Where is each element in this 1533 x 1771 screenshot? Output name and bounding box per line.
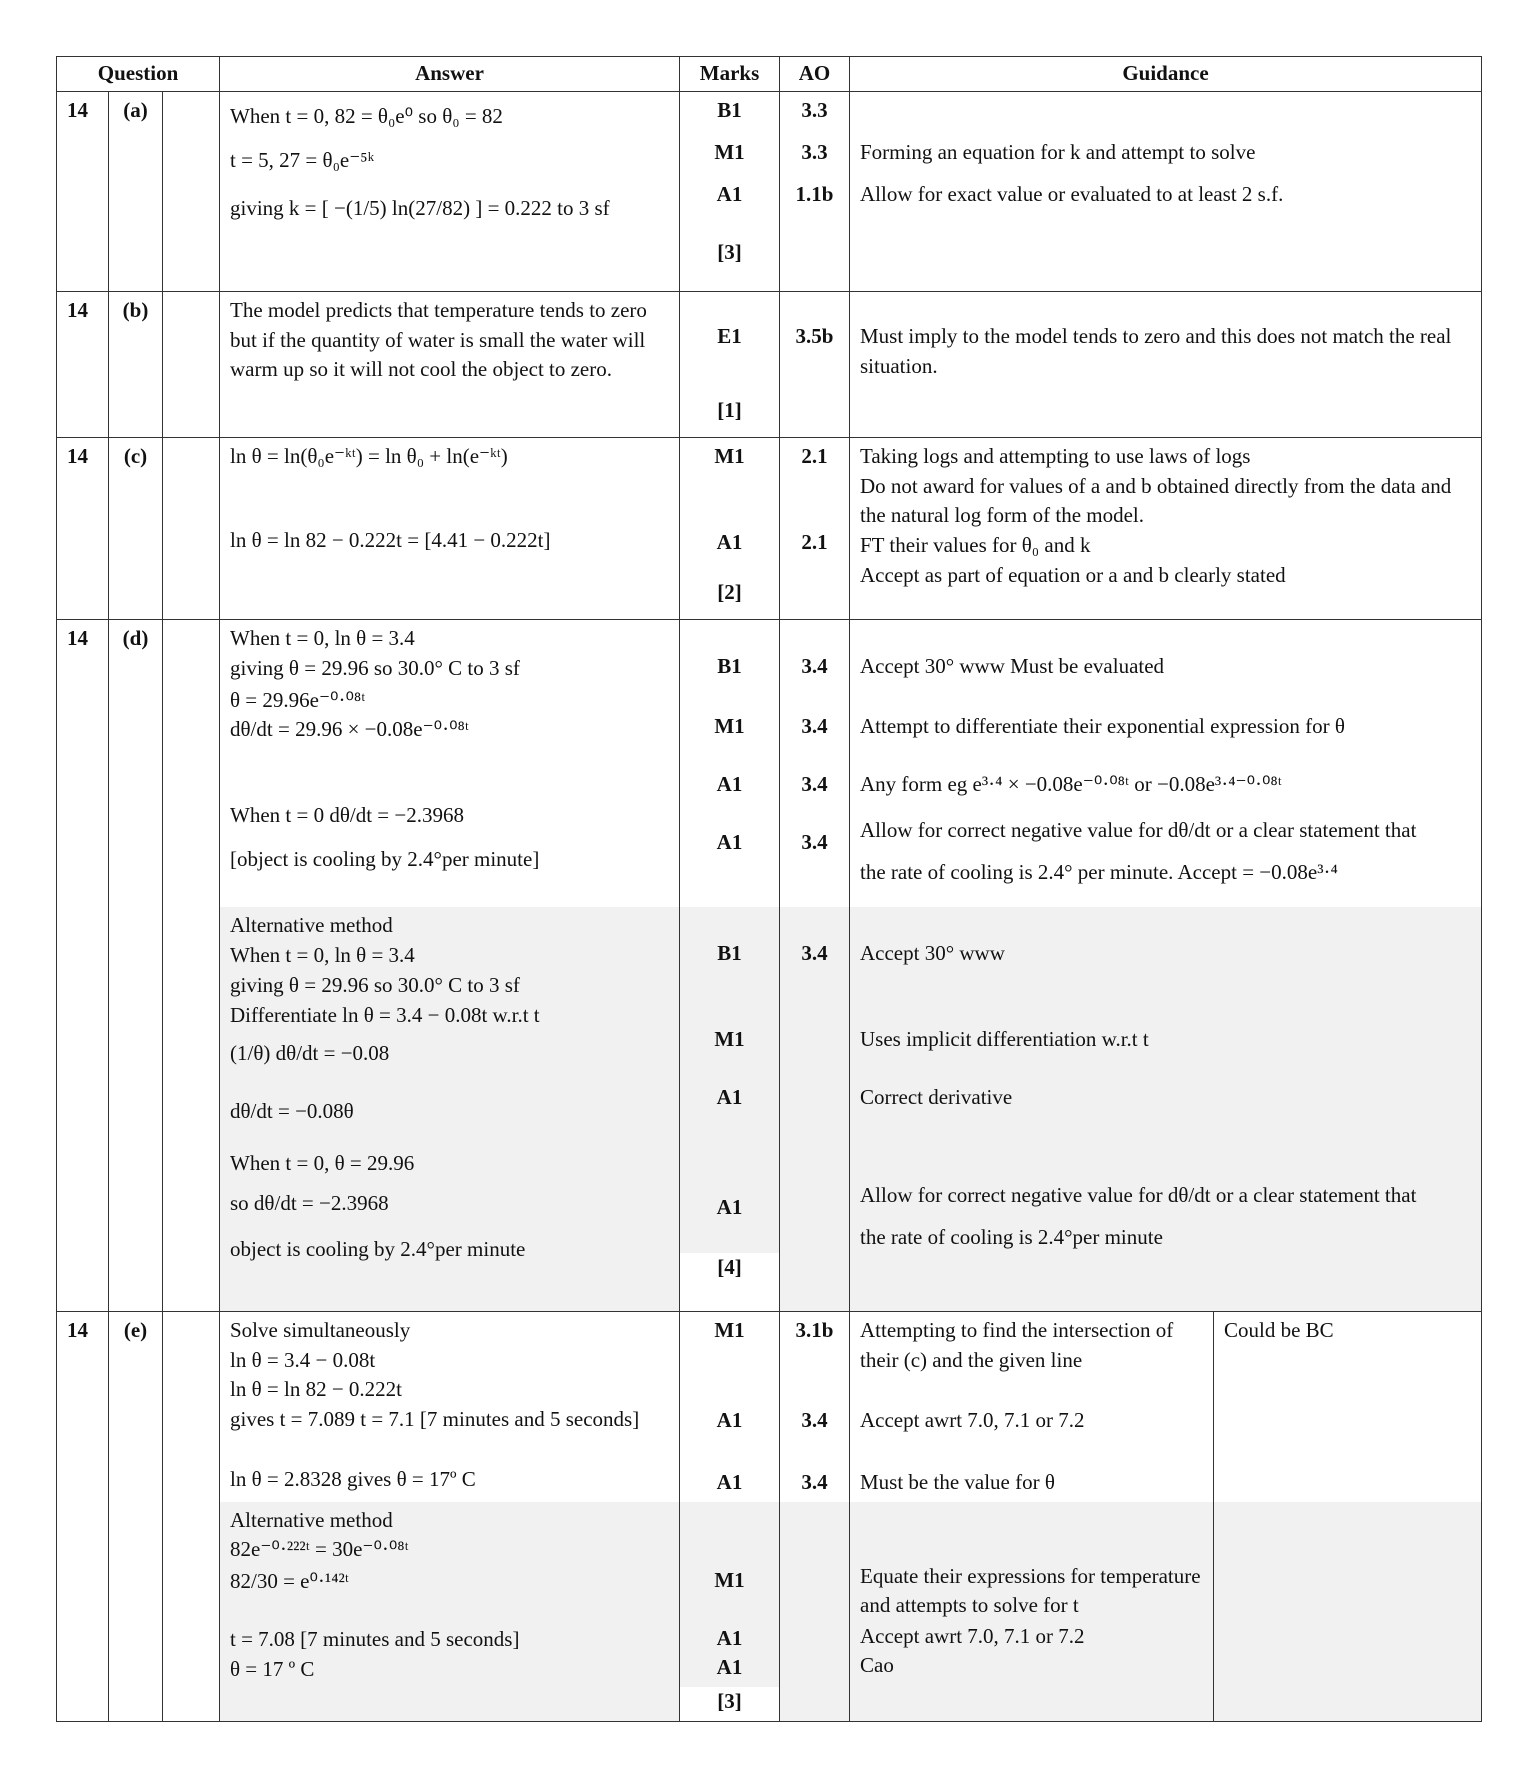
guidance: Attempt to differentiate their exponential expression for θ	[860, 713, 1345, 738]
ao: 3.4	[801, 653, 828, 678]
marks-cell	[680, 1502, 780, 1722]
guidance-extra-cell	[1214, 1311, 1482, 1501]
header-guidance: Guidance	[850, 57, 1482, 92]
ao-cell	[780, 907, 850, 1311]
mark-total: [3]	[717, 1689, 742, 1714]
blank-cell	[163, 619, 220, 1311]
question-number: 14	[57, 291, 109, 437]
alt-title: Alternative method	[230, 1507, 393, 1532]
guidance: Taking logs and attempting to use laws of logs	[860, 443, 1251, 468]
answer-cell	[220, 1502, 680, 1722]
header-ao: AO	[780, 57, 850, 92]
mark-total: [2]	[717, 579, 742, 604]
guidance: Allow for correct negative value for dθ/dt or a clear statement that	[860, 817, 1417, 842]
mark: B1	[717, 941, 742, 966]
blank-cell	[163, 91, 220, 291]
mark: A1	[716, 1195, 743, 1220]
ao: 3.4	[801, 713, 828, 738]
guidance: Uses implicit differentiation w.r.t t	[860, 1027, 1149, 1052]
mark: M1	[714, 713, 745, 738]
answer-line: When t = 0, ln θ = 3.4	[230, 943, 415, 968]
blank-cell	[163, 291, 220, 437]
mark: A1	[716, 1655, 743, 1680]
guidance: FT their values for θ₀ and k	[860, 533, 1091, 558]
alt-title: Alternative method	[230, 913, 393, 938]
question-number: 14	[57, 1311, 109, 1721]
guidance: the rate of cooling is 2.4°per minute	[860, 1225, 1163, 1250]
mark: A1	[716, 529, 743, 554]
answer-line: ln θ = 2.8328 gives θ = 17º C	[230, 1467, 476, 1492]
answer-line: dθ/dt = 29.96 × −0.08e⁻⁰·⁰⁸ᵗ	[230, 717, 469, 742]
mark: B1	[717, 97, 742, 122]
question-number: 14	[57, 437, 109, 619]
guidance	[860, 96, 1471, 138]
answer-line: ln θ = 3.4 − 0.08t	[230, 1347, 376, 1372]
answer-line: When t = 0, θ = 29.96	[230, 1150, 415, 1175]
mark-scheme-table	[56, 56, 1482, 1722]
mark: A1	[716, 1469, 743, 1494]
answer-line: When t = 0 dθ/dt = −2.3968	[230, 803, 464, 828]
ao: 3.1b	[795, 1317, 834, 1342]
marks-cell	[680, 91, 780, 291]
mark: A1	[716, 1625, 743, 1650]
marks-cell	[680, 291, 780, 437]
blank-cell	[163, 437, 220, 619]
guidance-cell	[850, 1502, 1214, 1722]
answer-line: θ = 17 º C	[230, 1657, 315, 1682]
answer-cell	[220, 91, 680, 291]
row-14b	[57, 291, 1482, 437]
answer-line: ln θ = ln 82 − 0.222t = [4.41 − 0.222t]	[230, 527, 551, 552]
header-row	[57, 57, 1482, 92]
mark: M1	[714, 443, 745, 468]
row-14e-alt	[57, 1502, 1482, 1722]
guidance: Do not award for values of a and b obtained directly from the data and the natural log form of the model.	[860, 473, 1452, 528]
guidance-cell	[850, 291, 1482, 437]
ao: 3.3	[801, 139, 828, 164]
guidance: Must imply to the model tends to zero and this does not match the real situation.	[860, 323, 1452, 378]
question-number: 14	[57, 91, 109, 291]
answer-line: object is cooling by 2.4°per minute	[230, 1236, 526, 1261]
guidance: Forming an equation for k and attempt to solve	[860, 139, 1256, 164]
answer-line: (1/θ) dθ/dt = −0.08	[230, 1040, 390, 1065]
ao: 3.4	[801, 1469, 828, 1494]
guidance: the rate of cooling is 2.4° per minute. Accept = −0.08e³·⁴	[860, 859, 1338, 884]
answer-line: so dθ/dt = −2.3968	[230, 1190, 389, 1215]
guidance: Correct derivative	[860, 1085, 1013, 1110]
answer-line: Solve simultaneously	[230, 1317, 411, 1342]
mark: A1	[716, 771, 743, 796]
ao: 1.1b	[795, 181, 834, 206]
guidance: Must be the value for θ	[860, 1469, 1055, 1494]
answer-line: giving θ = 29.96 so 30.0° C to 3 sf	[230, 972, 520, 997]
answer-line: 82/30 = e⁰·¹⁴²ᵗ	[230, 1569, 349, 1594]
guidance: Equate their expressions for temperature and attempts to solve for t	[860, 1563, 1201, 1618]
blank-cell	[163, 1311, 220, 1721]
marks-cell	[680, 907, 780, 1311]
row-14d-alt	[57, 907, 1482, 1311]
guidance: Allow for exact value or evaluated to at least 2 s.f.	[860, 181, 1284, 206]
mark: A1	[716, 1085, 743, 1110]
mark: A1	[716, 1407, 743, 1432]
guidance: Allow for correct negative value for dθ/dt or a clear statement that	[860, 1183, 1417, 1208]
ao-cell	[780, 1311, 850, 1501]
ao: 3.5b	[795, 323, 834, 348]
header-question: Question	[57, 57, 220, 92]
answer-cell	[220, 907, 680, 1311]
guidance: Accept 30° www Must be evaluated	[860, 653, 1165, 678]
marks-cell	[680, 437, 780, 619]
answer-cell	[220, 619, 680, 907]
guidance: Attempting to find the intersection of their (c) and the given line	[860, 1317, 1174, 1372]
guidance-extra-cell	[1214, 1502, 1482, 1722]
row-14d	[57, 619, 1482, 907]
row-14a	[57, 91, 1482, 291]
answer-line: t = 5, 27 = θ₀e⁻⁵ᵏ	[230, 147, 375, 172]
answer-line: dθ/dt = −0.08θ	[230, 1098, 354, 1123]
guidance: Any form eg e³·⁴ × −0.08e⁻⁰·⁰⁸ᵗ or −0.08e³·⁴⁻⁰·⁰⁸ᵗ	[860, 771, 1282, 796]
question-number: 14	[57, 619, 109, 1311]
answer-line: ln θ = ln(θ₀e⁻ᵏᵗ) = ln θ₀ + ln(e⁻ᵏᵗ)	[230, 443, 508, 468]
answer-line: When t = 0, 82 = θ₀e⁰ so θ₀ = 82	[230, 103, 503, 128]
row-14e	[57, 1311, 1482, 1501]
ao-cell	[780, 619, 850, 907]
ao: 3.4	[801, 1407, 828, 1432]
mark: A1	[716, 829, 743, 854]
answer-cell	[220, 437, 680, 619]
guidance: Accept 30° www	[860, 941, 1005, 966]
question-part: (d)	[109, 619, 163, 1311]
ao: 3.4	[801, 829, 828, 854]
guidance-cell	[850, 907, 1482, 1311]
mark: B1	[717, 653, 742, 678]
question-part: (c)	[109, 437, 163, 619]
ao: 2.1	[801, 443, 828, 468]
answer-line: θ = 29.96e⁻⁰·⁰⁸ᵗ	[230, 687, 366, 712]
mark: M1	[714, 139, 745, 164]
answer-line: 82e⁻⁰·²²²ᵗ = 30e⁻⁰·⁰⁸ᵗ	[230, 1537, 409, 1562]
marks-cell	[680, 1311, 780, 1501]
guidance: Accept as part of equation or a and b clearly stated	[860, 563, 1286, 588]
answer-line: When t = 0, ln θ = 3.4	[230, 625, 415, 650]
header-marks: Marks	[680, 57, 780, 92]
mark: M1	[714, 1317, 745, 1342]
guidance: Accept awrt 7.0, 7.1 or 7.2	[860, 1623, 1085, 1648]
answer-line: giving θ = 29.96 so 30.0° C to 3 sf	[230, 655, 520, 680]
answer-line: ln θ = ln 82 − 0.222t	[230, 1377, 402, 1402]
guidance-cell	[850, 91, 1482, 291]
header-answer: Answer	[220, 57, 680, 92]
mark: A1	[716, 181, 743, 206]
guidance-cell	[850, 1311, 1214, 1501]
guidance-extra: Could be BC	[1224, 1317, 1334, 1342]
ao-cell	[780, 91, 850, 291]
ao-cell	[780, 1502, 850, 1722]
guidance-cell	[850, 619, 1482, 907]
answer-cell: The model predicts that temperature tends to zero but if the quantity of water is small the water will warm up so it will not cool the object to zero.	[220, 291, 680, 437]
guidance: Cao	[860, 1653, 894, 1678]
mark: M1	[714, 1027, 745, 1052]
guidance-cell	[850, 437, 1482, 619]
question-part: (a)	[109, 91, 163, 291]
ao-cell	[780, 437, 850, 619]
row-14c	[57, 437, 1482, 619]
mark: M1	[714, 1567, 745, 1592]
ao: 3.4	[801, 941, 828, 966]
answer-line: Differentiate ln θ = 3.4 − 0.08t w.r.t t	[230, 1002, 540, 1027]
answer-line: [object is cooling by 2.4°per minute]	[230, 847, 540, 872]
guidance: Accept awrt 7.0, 7.1 or 7.2	[860, 1407, 1085, 1432]
answer-line: gives t = 7.089 t = 7.1 [7 minutes and 5 seconds]	[230, 1407, 640, 1432]
mark: E1	[717, 323, 742, 348]
ao-cell	[780, 291, 850, 437]
mark-total: [1]	[717, 397, 742, 422]
question-part: (e)	[109, 1311, 163, 1721]
ao: 3.3	[801, 97, 828, 122]
question-part: (b)	[109, 291, 163, 437]
ao: 2.1	[801, 529, 828, 554]
ao: 3.4	[801, 771, 828, 796]
mark-total: [4]	[717, 1255, 742, 1280]
answer-cell	[220, 1311, 680, 1501]
answer-line: giving k = [ −(1/5) ln(27/82) ] = 0.222 to 3 sf	[230, 195, 610, 220]
answer-line: t = 7.08 [7 minutes and 5 seconds]	[230, 1627, 520, 1652]
mark-total: [3]	[717, 239, 742, 264]
marks-cell	[680, 619, 780, 907]
